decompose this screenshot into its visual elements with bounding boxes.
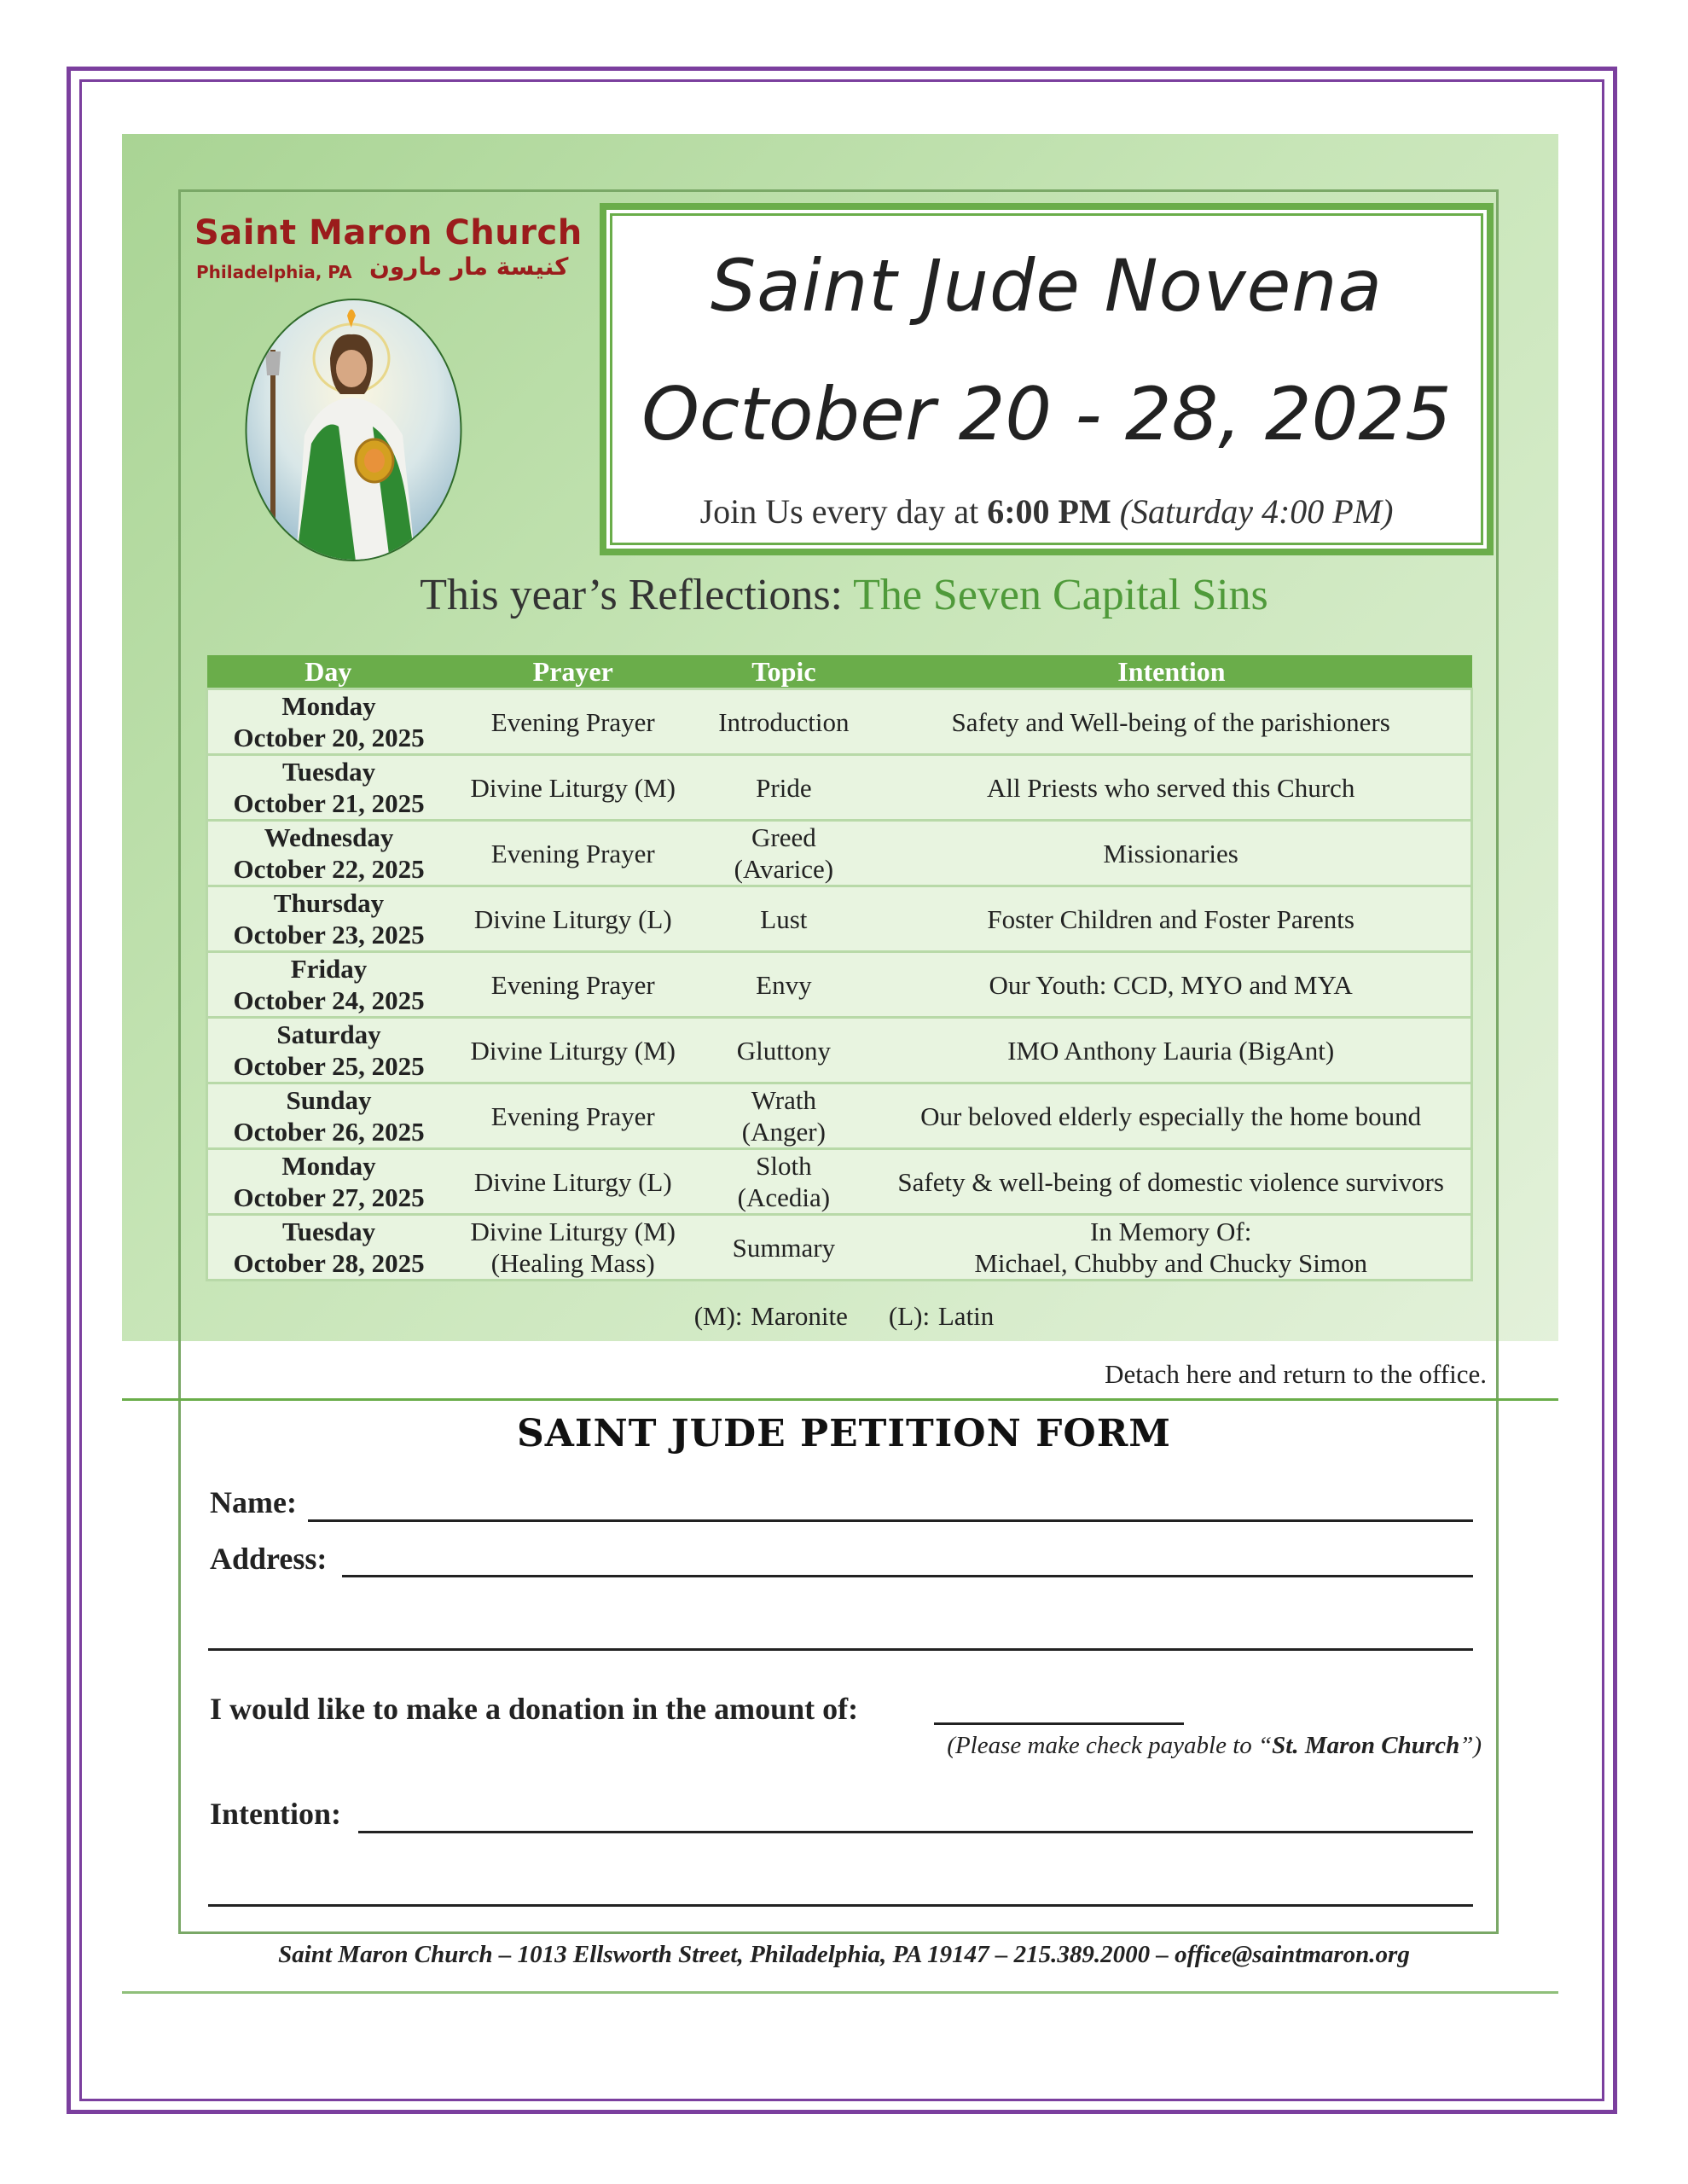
novena-title-box <box>600 203 1494 555</box>
table-row <box>207 1215 1472 1281</box>
novena-dates: October 20 - 28, 2025 <box>641 372 1452 457</box>
table-row <box>207 886 1472 952</box>
topic-cell: Gluttony <box>696 1018 871 1083</box>
topic-cell: Introduction <box>696 689 871 755</box>
address-field[interactable] <box>342 1575 1473 1577</box>
prayer-cell: Evening Prayer <box>450 1083 696 1149</box>
reflections-heading: This year’s Reflections: The Seven Capital Sins <box>420 571 1268 619</box>
prayer-cell: Evening Prayer <box>450 952 696 1018</box>
header-intention: Intention <box>871 655 1471 689</box>
day-cell: Sunday October 26, 2025 <box>207 1083 450 1149</box>
day-cell: Tuesday October 28, 2025 <box>207 1215 450 1281</box>
intention-cell: IMO Anthony Lauria (BigAnt) <box>871 1018 1471 1083</box>
prayer-cell: Evening Prayer <box>450 689 696 755</box>
name-field[interactable] <box>308 1519 1473 1522</box>
prayer-cell: Divine Liturgy (M) <box>450 1018 696 1083</box>
novena-title: Saint Jude Novena <box>710 244 1383 328</box>
intention-field-line-2[interactable] <box>208 1904 1473 1907</box>
footer-rule <box>122 1991 1558 1994</box>
topic-cell: Greed (Avarice) <box>696 821 871 886</box>
prayer-cell: Evening Prayer <box>450 821 696 886</box>
intention-cell: Safety & well-being of domestic violence survivors <box>871 1149 1471 1215</box>
legend-latin: (L): Latin <box>888 1301 995 1331</box>
day-cell: Monday October 20, 2025 <box>207 689 450 755</box>
church-name: Saint Maron Church <box>194 213 583 253</box>
prayer-cell: Divine Liturgy (L) <box>450 1149 696 1215</box>
table-row <box>207 952 1472 1018</box>
legend <box>0 1301 1688 1332</box>
name-label: Name: <box>210 1485 297 1519</box>
petition-form-title: SAINT JUDE PETITION FORM <box>517 1412 1171 1455</box>
topic-cell: Envy <box>696 952 871 1018</box>
table-row <box>207 689 1472 755</box>
detach-instructions: Detach here and return to the office. <box>1105 1359 1487 1389</box>
table-row <box>207 1018 1472 1083</box>
header-topic: Topic <box>696 655 871 689</box>
day-cell: Saturday October 25, 2025 <box>207 1018 450 1083</box>
topic-cell: Sloth (Acedia) <box>696 1149 871 1215</box>
novena-schedule-table <box>206 655 1473 1281</box>
intention-cell: Missionaries <box>871 821 1471 886</box>
day-cell: Thursday October 23, 2025 <box>207 886 450 952</box>
detach-line <box>122 1398 1558 1401</box>
topic-cell: Summary <box>696 1215 871 1281</box>
donation-label: I would like to make a donation in the amount of: <box>210 1692 859 1726</box>
reflections-theme: The Seven Capital Sins <box>853 571 1268 619</box>
prayer-cell: Divine Liturgy (M) <box>450 755 696 821</box>
table-row <box>207 1149 1472 1215</box>
header-prayer: Prayer <box>450 655 696 689</box>
day-cell: Monday October 27, 2025 <box>207 1149 450 1215</box>
topic-cell: Pride <box>696 755 871 821</box>
footer-contact: Saint Maron Church – 1013 Ellsworth Street, Philadelphia, PA 19147 – 215.389.2000 – office@saintmaron.org <box>278 1941 1410 1968</box>
table-header-row <box>207 655 1472 689</box>
day-cell: Tuesday October 21, 2025 <box>207 755 450 821</box>
table-row <box>207 755 1472 821</box>
intention-cell: Our beloved elderly especially the home bound <box>871 1083 1471 1149</box>
table-row <box>207 821 1472 886</box>
day-cell: Friday October 24, 2025 <box>207 952 450 1018</box>
intention-cell: Foster Children and Foster Parents <box>871 886 1471 952</box>
address-field-line-2[interactable] <box>208 1648 1473 1651</box>
intention-label: Intention: <box>210 1797 342 1831</box>
prayer-cell: Divine Liturgy (L) <box>450 886 696 952</box>
intention-cell: Safety and Well-being of the parishioners <box>871 689 1471 755</box>
intention-cell: In Memory Of: Michael, Chubby and Chucky Simon <box>871 1215 1471 1281</box>
intention-field[interactable] <box>358 1831 1473 1833</box>
topic-cell: Lust <box>696 886 871 952</box>
check-payable-note: (Please make check payable to “St. Maron Church”) <box>947 1732 1482 1759</box>
topic-cell: Wrath (Anger) <box>696 1083 871 1149</box>
table-row <box>207 1083 1472 1149</box>
saint-jude-image <box>245 299 462 561</box>
novena-time: Join Us every day at 6:00 PM (Saturday 4:00 PM) <box>699 492 1394 531</box>
donation-amount-field[interactable] <box>934 1722 1184 1725</box>
church-location: Philadelphia, PA <box>196 262 352 282</box>
day-cell: Wednesday October 22, 2025 <box>207 821 450 886</box>
header-day: Day <box>207 655 450 689</box>
legend-maronite: (M): Maronite <box>693 1301 848 1331</box>
intention-cell: All Priests who served this Church <box>871 755 1471 821</box>
prayer-cell: Divine Liturgy (M) (Healing Mass) <box>450 1215 696 1281</box>
church-arabic-name: كنيسة مار مارون <box>369 253 569 281</box>
intention-cell: Our Youth: CCD, MYO and MYA <box>871 952 1471 1018</box>
address-label: Address: <box>210 1542 328 1576</box>
